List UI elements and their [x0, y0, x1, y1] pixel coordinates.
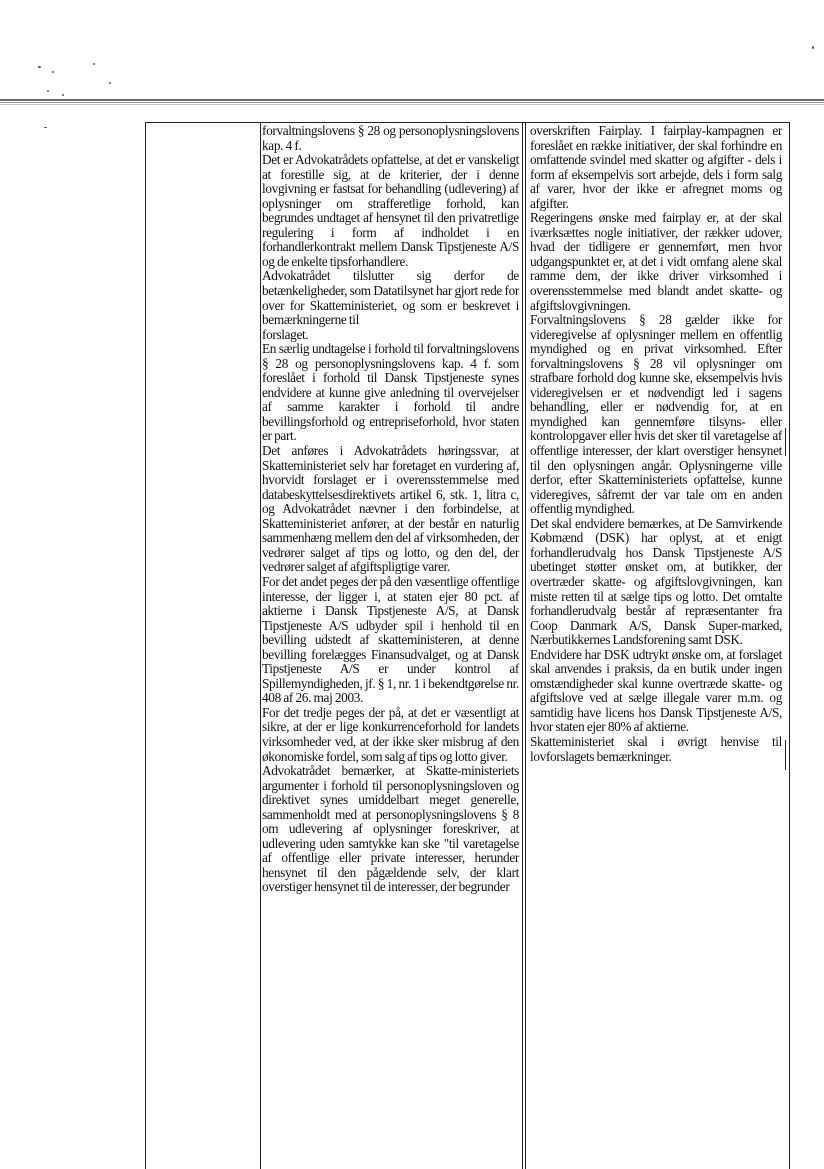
paragraph: overskriften Fairplay. I fairplay-kampagnen er foreslået en række initiativer, der skal forhindre en omfattende svindel med skatter og afgifter - dels i form af eksempelvis sort arbejde, dels i form salg af varer, hvor der ikke er afregnet moms og afgifter. [530, 123, 782, 211]
paragraph: Det er Advokatrådets opfattelse, at det er vanskeligt at forestille sig, at de kriterier, der i denne lovgivning er fastsat for behandling (udlevering) af oplysninger om strafferetlige forhold, kan begrundes undtaget af hensynet til den privatretlige regulering i form af indholdet i en forhandlerkontrakt mellem Dansk Tipstjeneste A/S og de enkelte tipsforhandlere. [262, 152, 519, 269]
paragraph: Det skal endvidere bemærkes, at De Samvirkende Købmænd (DSK) har oplyst, at et enigt forhandlerudvalg hos Dansk Tipstjeneste A/S ubetinget støtter ønsket om, at butikker, der overtræder skatte- og afgiftslovgivningen, kan miste retten til at sælge tips og lotto. Det omtalte forhandlerudvalg består af repræsentanter fra Coop Danmark A/S, Dansk Super-marked, Nærbutikkernes Landsforening samt DSK. [530, 515, 782, 648]
paragraph: forvaltningslovens § 28 og personoplysningslovens kap. 4 f. [262, 123, 519, 153]
scan-speck [109, 82, 111, 84]
column-divider [260, 122, 261, 1169]
paragraph: Forvaltningslovens § 28 gælder ikke for videregivelse af oplysninger mellem en offentlig myndighed og en privat virksomhed. Efter forvaltningslovens § 28 vil oplysninger om strafbare forhold dog kunne ske, eksempelvis hvis videregivelsen er et nødvendigt led i sagens behandling, eller er nødvendig for, at en myndighed kan gennemføre tilsyns- eller kontrolopgaver eller hvis det sker til varetagelse af offentlige interesser, der klart overstiger hensynet til den oplysningen angår. Oplysningerne ville derfor, efter Skatteministeriets opfattelse, kunne videregives, såfremt der var tale om en anden offentlig myndighed. [530, 312, 782, 517]
scan-speck [44, 127, 47, 128]
paragraph: forslaget. [262, 326, 309, 342]
paragraph: Endvidere har DSK udtrykt ønske om, at forslaget skal anvendes i praksis, da en butik under ingen omstændigheder skal kunne overtræde skatte- og afgiftslove ved at sælge illegale varer m.m. og samtidig have licens hos Dansk Tipstjeneste A/S, hvor staten ejer 80% af aktierne. [530, 646, 782, 735]
right-text-column [530, 124, 782, 764]
scan-speck [62, 94, 64, 96]
paragraph: Det anføres i Advokatrådets høringssvar, at Skatteministeriet selv har foretaget en vurdering af, hvorvidt forslaget er i overensstemmelse med databeskyttelsesdirektivets artikel 6, stk. 1, litra c, og Advokatrådet nævner i den forbindelse, at Skatteministeriet anfører, at der består en naturlig sammenhæng mellem den del af virksomheden, der vedrører salget af tips og lotto, og den del, der vedrører salget af afgiftspligtige varer. [262, 443, 519, 575]
header-rule [0, 102, 824, 103]
scan-speck [812, 46, 814, 49]
paragraph: Advokatrådet tilslutter sig derfor de betænkeligheder, som Datatilsynet har gjort rede for over for Skatteministeriet, og som er beskrevet i bemærkningerne til [262, 268, 519, 328]
paragraph: For det tredje peges der på, at det er væsentligt at sikre, at der er lige konkurrenceforhold for landets virksomheder ved, at der ikke sker misbrug af den økonomiske fordel, som salg af tips og lotto giver. [262, 704, 519, 764]
paragraph: Regeringens ønske med fairplay er, at der skal iværksættes nogle initiativer, der rækker udover, hvad der tidligere er gennemført, men hvor udgangspunktet er, at det i vidt omfang alene skal ramme dem, der ikke driver virksomhed i overensstemmelse med blandt andet skatte- og afgiftslovgivningen. [530, 210, 782, 313]
scan-speck [52, 71, 54, 73]
column-divider [525, 122, 526, 1169]
margin-mark [785, 740, 786, 770]
header-rule [0, 99, 824, 101]
middle-text-column [262, 124, 519, 895]
scan-speck [38, 66, 41, 68]
margin-mark [785, 428, 786, 456]
header-rule [0, 104, 824, 105]
paragraph: Advokatrådet bemærker, at Skatte-ministeriets argumenter i forhold til personoplysningsloven og direktivet synes umiddelbart meget generelle, sammenholdt med at personoplysningslovens § 8 om udlevering af oplysninger foreskriver, at udlevering uden samtykke kan ske "til varetagelse af offentlige eller private interesser, herunder hensynet til den pågældende selv, der klart overstiger hensynet til de interesser, der begrunder [262, 763, 519, 895]
column-divider [522, 122, 523, 1169]
paragraph: En særlig undtagelse i forhold til forvaltningslovens § 28 og personoplysningslovens kap. 4 f. som foreslået i forhold til Dansk Tipstjeneste synes endvidere at kunne give anledning til overvejelser af samme karakter i forhold til andre bevillingsforhold og entrepriseforhold, hvor staten er part. [262, 341, 519, 444]
paragraph: For det andet peges der på den væsentlige offentlige interesse, der ligger i, at staten ejer 80 pct. af aktierne i Dansk Tipstjeneste A/S, at Dansk Tipstjeneste A/S udbyder spil i henhold til en bevilling udstedt af skatteministeren, at denne bevilling forelægges Finansudvalget, og at Dansk Tipstjeneste A/S er under kontrol af Spillemyndigheden, jf. § 1, nr. 1 i bekendtgørelse nr. 408 af 26. maj 2003. [262, 573, 519, 706]
scan-speck [93, 63, 95, 65]
paragraph: Skatteministeriet skal i øvrigt henvise til lovforslagets bemærkninger. [530, 733, 782, 764]
scan-speck [47, 90, 49, 92]
